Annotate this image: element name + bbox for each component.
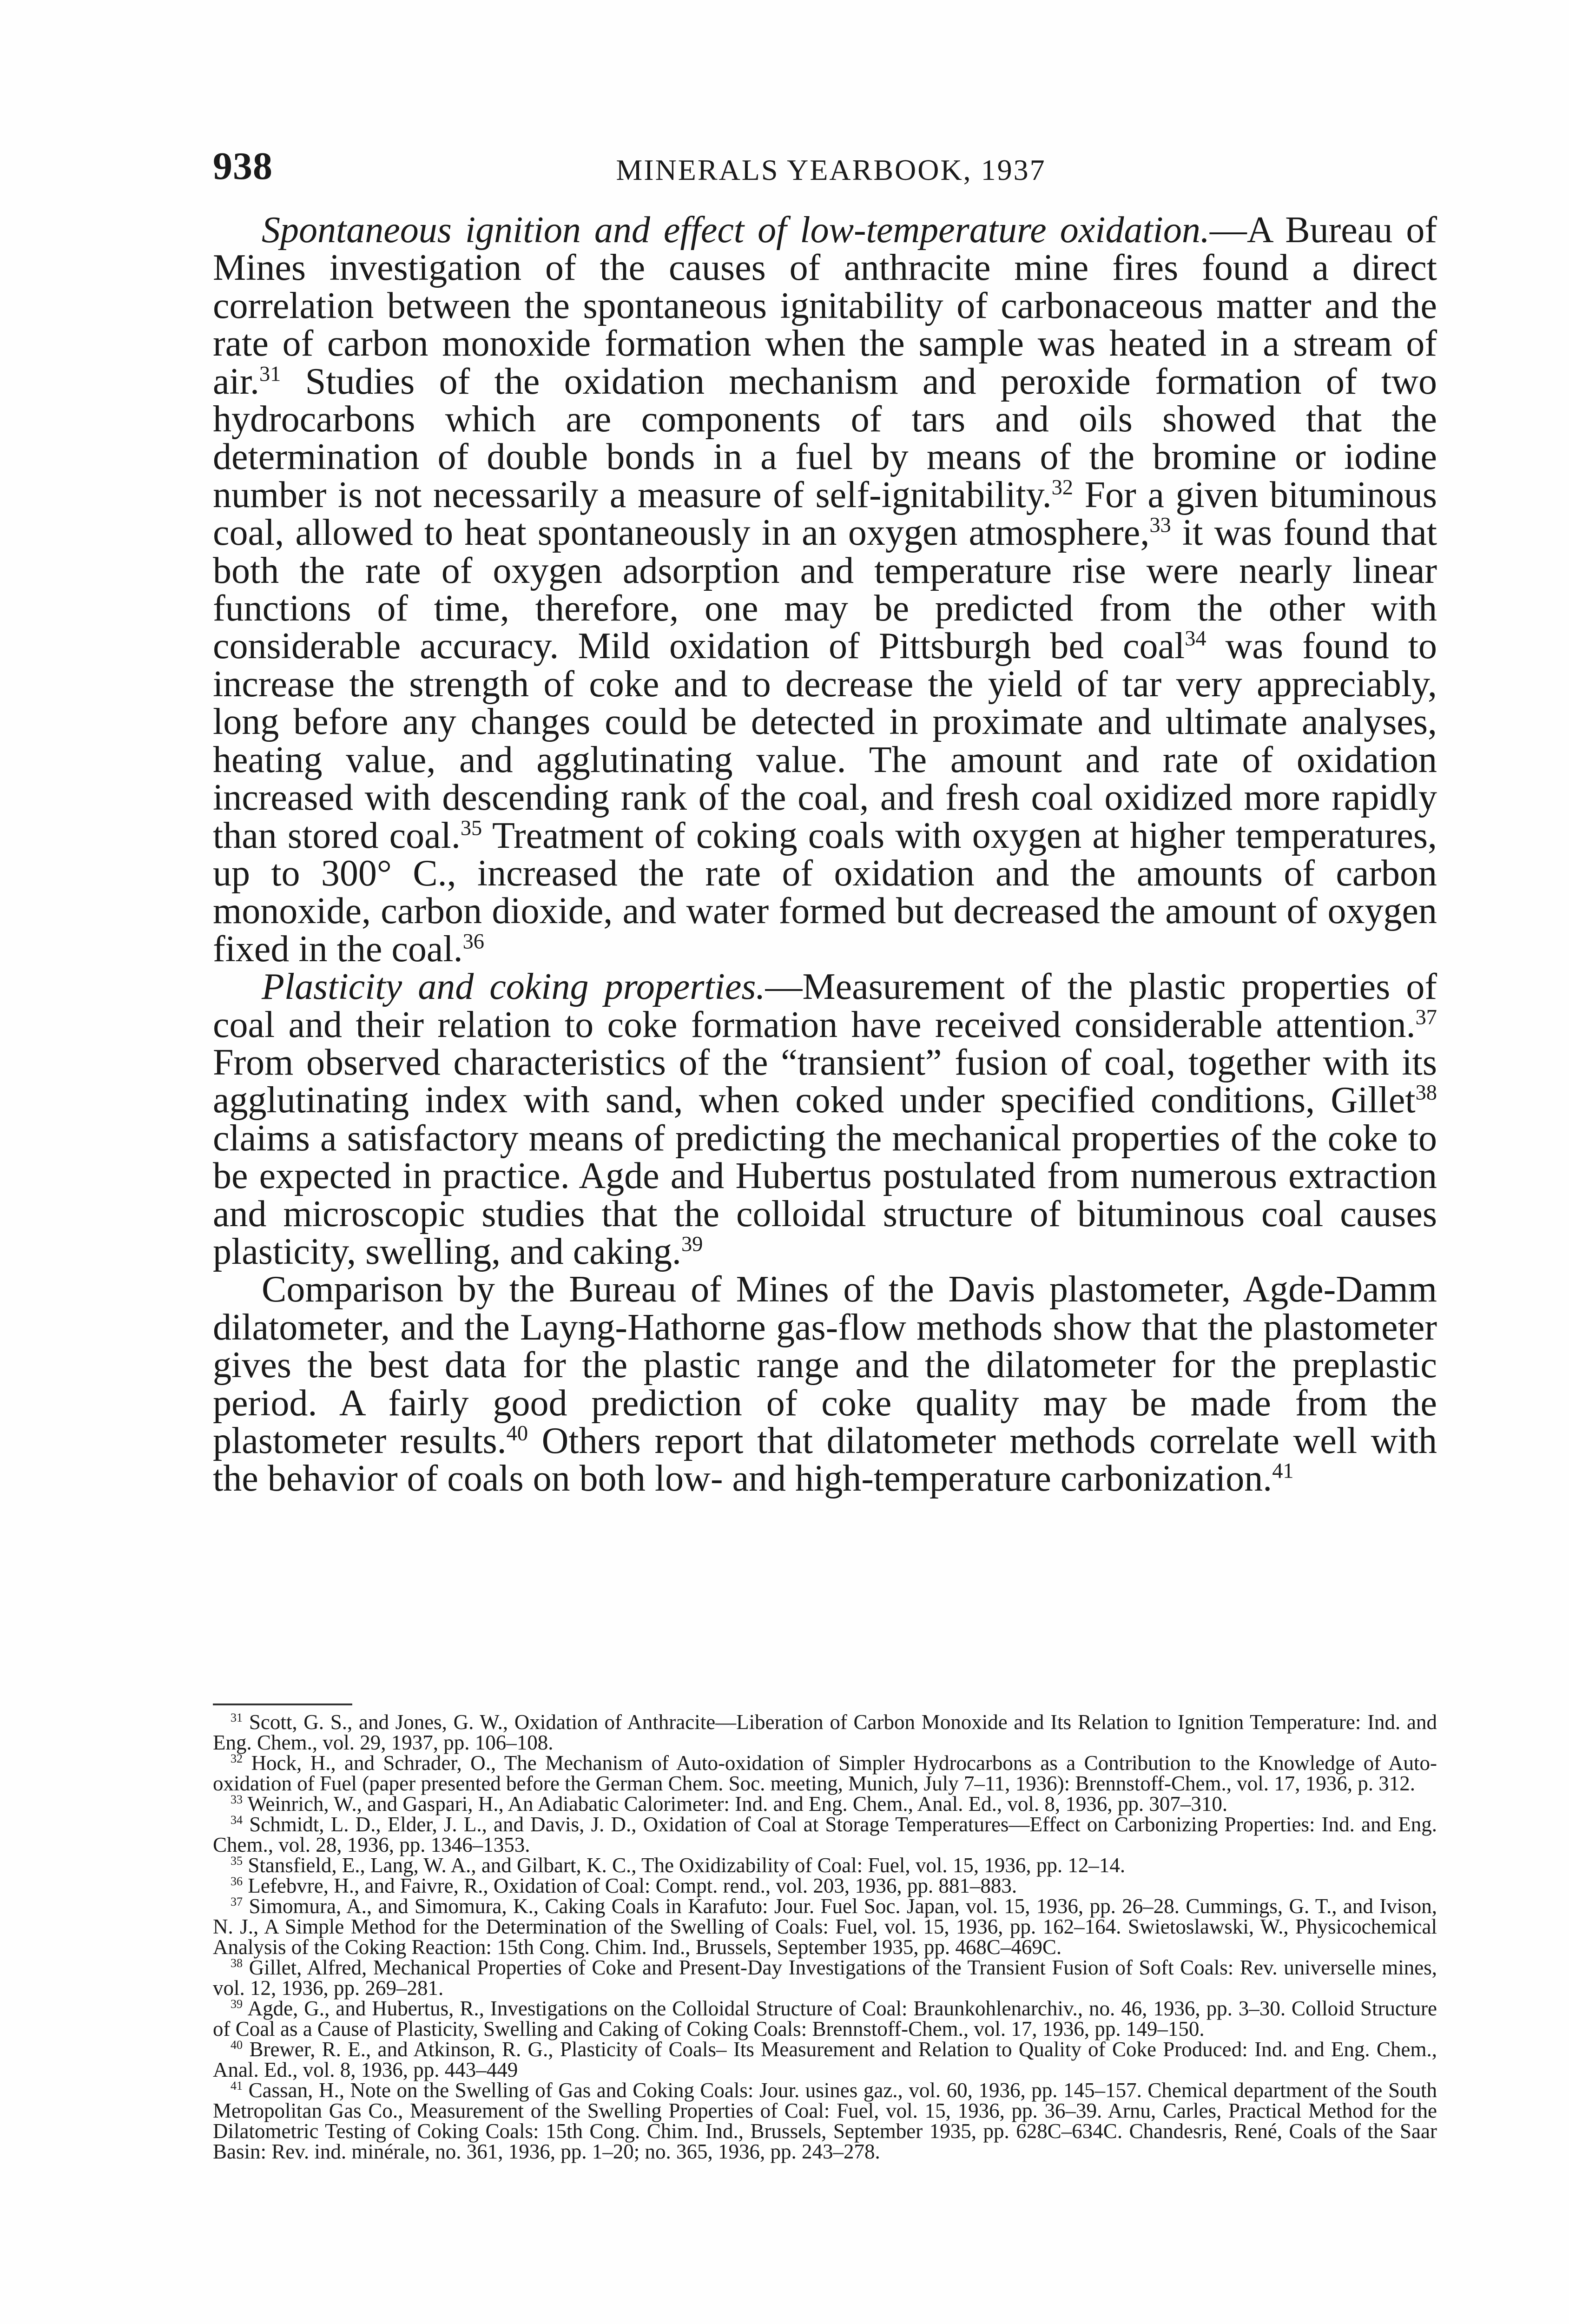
footnote: $^{32}$ Hock, H., and Schrader, O., The Mechanism of Auto-oxidation of Simpler Hydrocarbons as a Contribution to the Knowledge of Auto-oxidation of Fuel (paper presented before the German Chem. Soc. meeting, Munich, July 7–11, 1936): Brennstoff-Chem., vol. 17, 1936, p. 312. bbox=[213, 1751, 1437, 1795]
running-head: MINERALS YEARBOOK, 1937 bbox=[616, 153, 1046, 186]
footnote: $^{35}$ Stansfield, E., Lang, W. A., and Gilbart, K. C., The Oxidizability of Coal: Fuel, vol. 15, 1936, pp. 12–14. bbox=[231, 1854, 1126, 1877]
page-header bbox=[213, 143, 1449, 199]
footnote-ref: 41 bbox=[1272, 1459, 1294, 1483]
footnote: $^{31}$ Scott, G. S., and Jones, G. W., Oxidation of Anthracite—Liberation of Carbon Monoxide and Its Relation to Ignition Temperature: Ind. and Eng. Chem., vol. 29, 1937, pp. 106–108. bbox=[213, 1710, 1437, 1754]
body-text bbox=[213, 211, 1437, 1498]
footnote: $^{37}$ Simomura, A., and Simomura, K., Caking Coals in Karafuto: Jour. Fuel Soc. Japan, vol. 15, 1936, pp. 26–28. Cummings, G. T., and Ivison, N. J., A Simple Method for the Determination of the Swelling of Coals: Fuel, vol. 15, 1936, pp. 162–164. Swietoslawski, W., Physicochemical Analysis of the Coking Reaction: 15th Cong. Chim. Ind., Brussels, September 1935, pp. 468C–469C. bbox=[213, 1895, 1437, 1959]
footnote: $^{34}$ Schmidt, L. D., Elder, J. L., and Davis, J. D., Oxidation of Coal at Storage Temperatures—Effect on Carbonizing Properties: Ind. and Eng. Chem., vol. 28, 1936, pp. 1346–1353. bbox=[213, 1813, 1437, 1856]
footnote: $^{36}$ Lefebvre, H., and Faivre, R., Oxidation of Coal: Compt. rend., vol. 203, 1936, pp. 881–883. bbox=[231, 1874, 1017, 1897]
paragraph-heading: Spontaneous ignition and effect of low-temperature oxidation. bbox=[262, 210, 1210, 251]
footnote: $^{40}$ Brewer, R. E., and Atkinson, R. G., Plasticity of Coals– Its Measurement and Relation to Quality of Coke Produced: Ind. and Eng. Chem., Anal. Ed., vol. 8, 1936, pp. 443–449 bbox=[213, 2038, 1437, 2081]
footnote-ref: 37 bbox=[1415, 1005, 1437, 1029]
footnote: $^{39}$ Agde, G., and Hubertus, R., Investigations on the Colloidal Structure of Coal: Braunkohlenarchiv., no. 46, 1936, pp. 3–30. Colloid Structure of Coal as a Cause of Plasticity, Swelling and Caking of Coking Coals: Brennstoff-Chem., vol. 17, 1936, pp. 149–150. bbox=[213, 1997, 1437, 2040]
footnotes bbox=[213, 1703, 1437, 2162]
paragraph-plasticity: Plasticity and coking properties.—Measurement of the plastic properties of coal and their relation to coke formation have received considerable attention.$^{37}$ From observed characteristics of the “transient” fusion of coal, together with its agglutinating index with sand, when coked under specified conditions, Gillet$^{38}$ claims a satisfactory means of predicting the mechanical properties of the coke to be expected in practice. Agde and Hubertus postulated from numerous extraction and microscopic studies that the colloidal structure of bituminous coal causes plasticity, swelling, and caking.$^{39}$ bbox=[213, 966, 1437, 1272]
paragraph-heading: Plasticity and coking properties. bbox=[262, 966, 765, 1008]
footnote-ref: 31 bbox=[259, 362, 281, 386]
footnote-ref: 40 bbox=[506, 1421, 528, 1446]
footnote-ref: 33 bbox=[1149, 513, 1171, 537]
footnote: $^{38}$ Gillet, Alfred, Mechanical Properties of Coke and Present-Day Investigations of the Transient Fusion of Soft Coals: Rev. universelle mines, vol. 12, 1936, pp. 269–281. bbox=[213, 1956, 1437, 2000]
footnote-ref: 32 bbox=[1051, 475, 1073, 500]
footnote-ref: 34 bbox=[1185, 627, 1206, 651]
footnote-ref: 38 bbox=[1415, 1081, 1437, 1105]
footnote-rule bbox=[213, 1703, 352, 1705]
paragraph-spontaneous-ignition: Spontaneous ignition and effect of low-temperature oxidation.—A Bureau of Mines investigation of the causes of anthracite mine fires found a direct correlation between the spontaneous ignitability of carbonaceous matter and the rate of carbon monoxide formation when the sample was heated in a stream of air.$^{31}$ Studies of the oxidation mechanism and peroxide formation of two hydrocarbons which are components of tars and oils showed that the determination of double bonds in a fuel by means of the bromine or iodine number is not necessarily a measure of self-ignitability.$^{32}$ For a given bituminous coal, allowed to heat spontaneously in an oxygen atmosphere,$^{33}$ it was found that both the rate of oxygen adsorption and temperature rise were nearly linear functions of time, therefore, one may be predicted from the other with considerable accuracy. Mild oxidation of Pittsburgh bed coal$^{34}$ was found to increase the strength of coke and to decrease the yield of tar very appreciably, long before any changes could be detected in proximate and ultimate analyses, heating value, and agglutinating value. The amount and rate of oxidation increased with descending rank of the coal, and fresh coal oxidized more rapidly than stored coal.$^{35}$ Treatment of coking coals with oxygen at higher temperatures, up to 300° C., increased the rate of oxidation and the amounts of carbon monoxide, carbon dioxide, and water formed but decreased the amount of oxygen fixed in the coal.$^{36}$ bbox=[213, 210, 1437, 970]
page-number: 938 bbox=[213, 145, 273, 188]
footnote-ref: 39 bbox=[681, 1232, 703, 1256]
footnote: $^{41}$ Cassan, H., Note on the Swelling of Gas and Coking Coals: Jour. usines gaz., vol. 60, 1936, pp. 145–157. Chemical department of the South Metropolitan Gas Co., Measurement of the Swelling Properties of Coal: Fuel, vol. 15, 1936, pp. 36–39. Arnu, Carles, Practical Method for the Dilatometric Testing of Coking Coals: 15th Cong. Chim. Ind., Brussels, September 1935, pp. 628C–634C. Chandesris, René, Coals of the Saar Basin: Rev. ind. minérale, no. 361, 1936, pp. 1–20; no. 365, 1936, pp. 243–278. bbox=[213, 2079, 1437, 2163]
footnote-ref: 35 bbox=[460, 816, 482, 840]
footnote-ref: 36 bbox=[462, 930, 484, 954]
footnote: $^{33}$ Weinrich, W., and Gaspari, H., An Adiabatic Calorimeter: Ind. and Eng. Chem., Anal. Ed., vol. 8, 1936, pp. 307–310. bbox=[231, 1792, 1228, 1816]
paragraph-comparison: Comparison by the Bureau of Mines of the Davis plastometer, Agde-Damm dilatometer, and the Layng-Hathorne gas-flow methods show that the plastometer gives the best data for the plastic range and the dilatometer for the preplastic period. A fairly good prediction of coke quality may be made from the plastometer results.$^{40}$ Others report that dilatometer methods correlate well with the behavior of coals on both low- and high-temperature carbonization.$^{41}$ bbox=[213, 1269, 1437, 1499]
